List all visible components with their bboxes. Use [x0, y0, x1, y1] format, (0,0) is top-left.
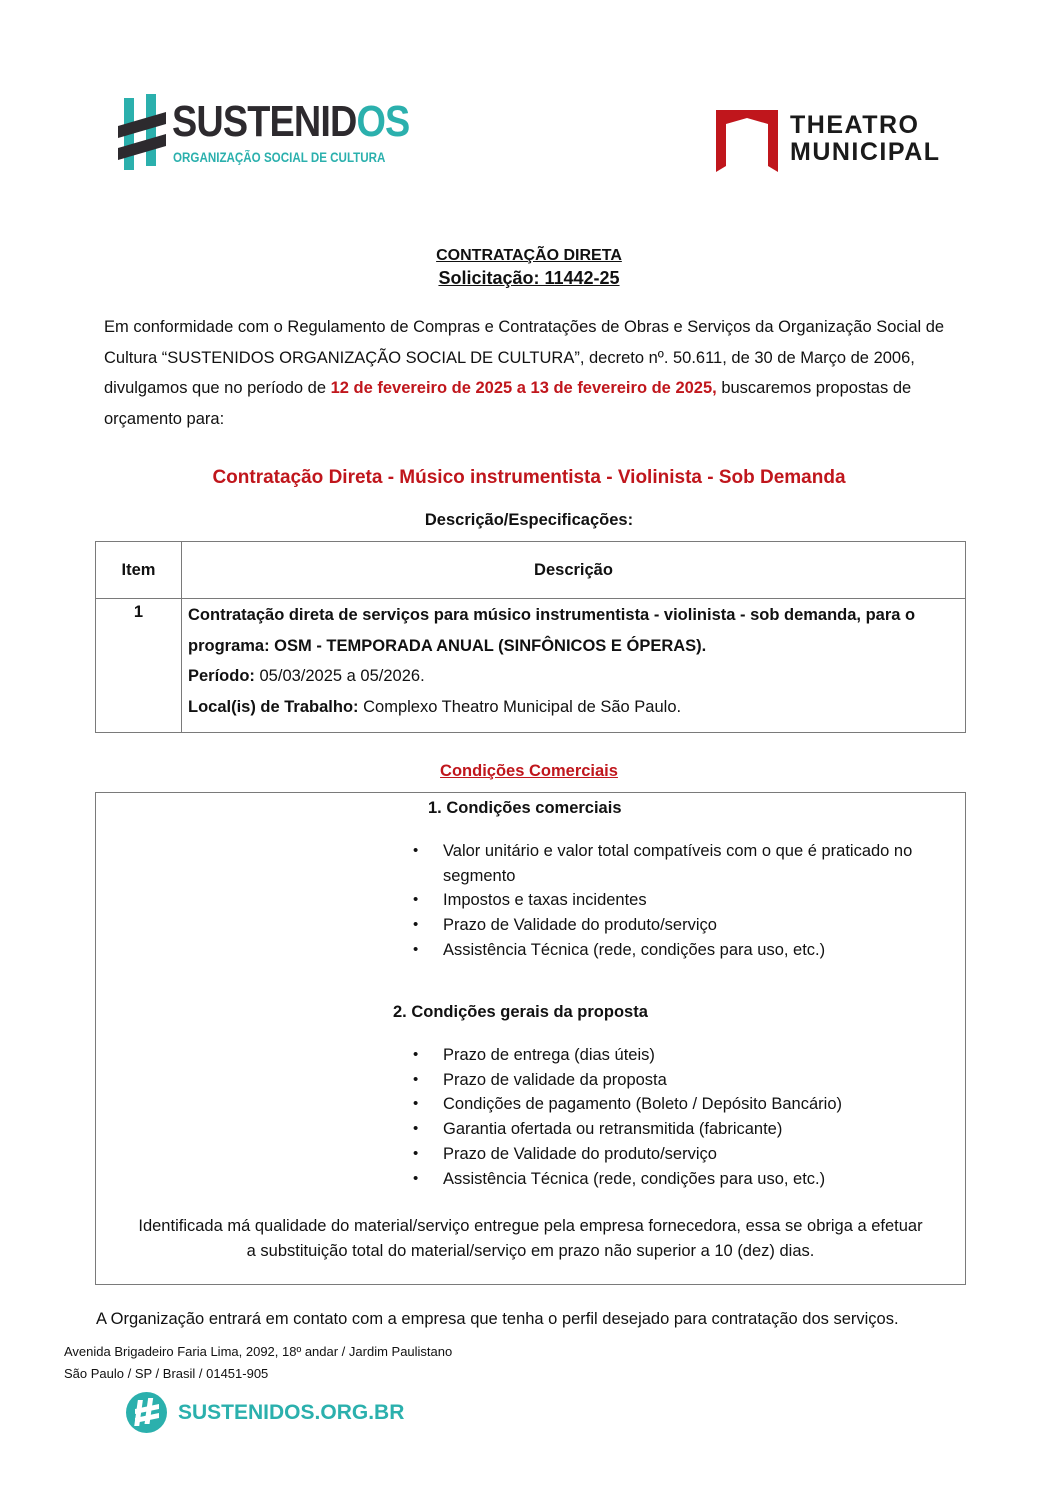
- sharp-hash-icon: [116, 94, 168, 172]
- conditions-heading: Condições Comerciais: [440, 762, 618, 780]
- list-item: • Assistência Técnica (rede, condições para uso, etc.): [443, 1167, 958, 1192]
- website-logo: [126, 1392, 405, 1434]
- table-row: [96, 599, 966, 733]
- theatro-municipal-wordmark: THEATRO MUNICIPAL: [790, 111, 941, 166]
- theatro-arch-icon: [716, 110, 778, 172]
- address-line-1: Avenida Brigadeiro Faria Lima, 2092, 18º andar / Jardim Paulistano: [64, 1344, 453, 1359]
- list-item: • Condições de pagamento (Boleto / Depósito Bancário): [443, 1092, 958, 1117]
- list-item: • Garantia ofertada ou retransmitida (fabricante): [443, 1117, 958, 1142]
- sustenidos-subtitle: ORGANIZAÇÃO SOCIAL DE CULTURA: [173, 150, 386, 165]
- column-header-item: Item: [96, 542, 182, 599]
- intro-paragraph: Em conformidade com o Regulamento de Compras e Contratações de Obras e Serviços da Organização Social de Cultura “SUSTENIDOS ORGANIZAÇÃO SOCIAL DE CULTURA”, decreto nº. 50.611, de 30 de Março de 2006, divulgamos que no período de 12 de fevereiro de 2025 a 13 de fevereiro de 2025, buscaremos propostas de orçamento para:: [104, 318, 945, 428]
- list-item: • Prazo de validade da proposta: [443, 1068, 958, 1093]
- commercial-conditions-list: [443, 839, 958, 963]
- address-line-2: São Paulo / SP / Brasil / 01451-905: [64, 1366, 269, 1381]
- item-number: 1: [96, 599, 182, 733]
- section-general-title: 2. Condições gerais da proposta: [393, 1003, 648, 1021]
- request-number: Solicitação: 11442-25: [438, 268, 620, 288]
- column-header-description: Descrição: [182, 542, 966, 599]
- document-title: CONTRATAÇÃO DIRETA: [436, 247, 622, 264]
- list-item: • Prazo de entrega (dias úteis): [443, 1043, 958, 1068]
- hash-circle-icon: [126, 1392, 167, 1433]
- sustenidos-logo: [116, 94, 410, 172]
- item-description: Contratação direta de serviços para músico instrumentista - violinista - sob demanda, para o programa: OSM - TEMPORADA ANUAL (SINFÔNICOS E ÓPERAS). Período: 05/03/2025 a 05/2026. Local(is) de Trabalho: Complexo Theatro Municipal de São Paulo.: [182, 599, 966, 733]
- list-item: • Impostos e taxas incidentes: [443, 888, 958, 913]
- list-item: • Prazo de Validade do produto/serviço: [443, 1142, 958, 1167]
- conditions-box: [95, 792, 966, 1285]
- theatro-municipal-logo: [716, 108, 956, 174]
- section-commercial-title: 1. Condições comerciais: [428, 799, 622, 817]
- contract-subject: Contratação Direta - Músico instrumentista - Violinista - Sob Demanda: [212, 467, 846, 488]
- period-highlight: 12 de fevereiro de 2025 a 13 de fevereiro de 2025,: [330, 379, 717, 397]
- quality-clause: Identificada má qualidade do material/serviço entregue pela empresa fornecedora, essa se obriga a efetuar a substituição total do material/serviço em prazo não superior a 10 (dez) dias.: [138, 1217, 923, 1260]
- spec-heading: Descrição/Especificações:: [424, 511, 634, 529]
- list-item: • Valor unitário e valor total compatíveis com o que é praticado no segmento: [443, 839, 958, 888]
- general-conditions-list: [443, 1043, 958, 1191]
- sustenidos-wordmark: SUSTENIDOS: [172, 97, 410, 146]
- list-item: • Assistência Técnica (rede, condições para uso, etc.): [443, 938, 958, 963]
- final-note: A Organização entrará em contato com a empresa que tenha o perfil desejado para contratação dos serviços.: [96, 1310, 899, 1328]
- website-link[interactable]: SUSTENIDOS.ORG.BR: [178, 1401, 405, 1424]
- items-table: [95, 541, 966, 733]
- list-item: • Prazo de Validade do produto/serviço: [443, 913, 958, 938]
